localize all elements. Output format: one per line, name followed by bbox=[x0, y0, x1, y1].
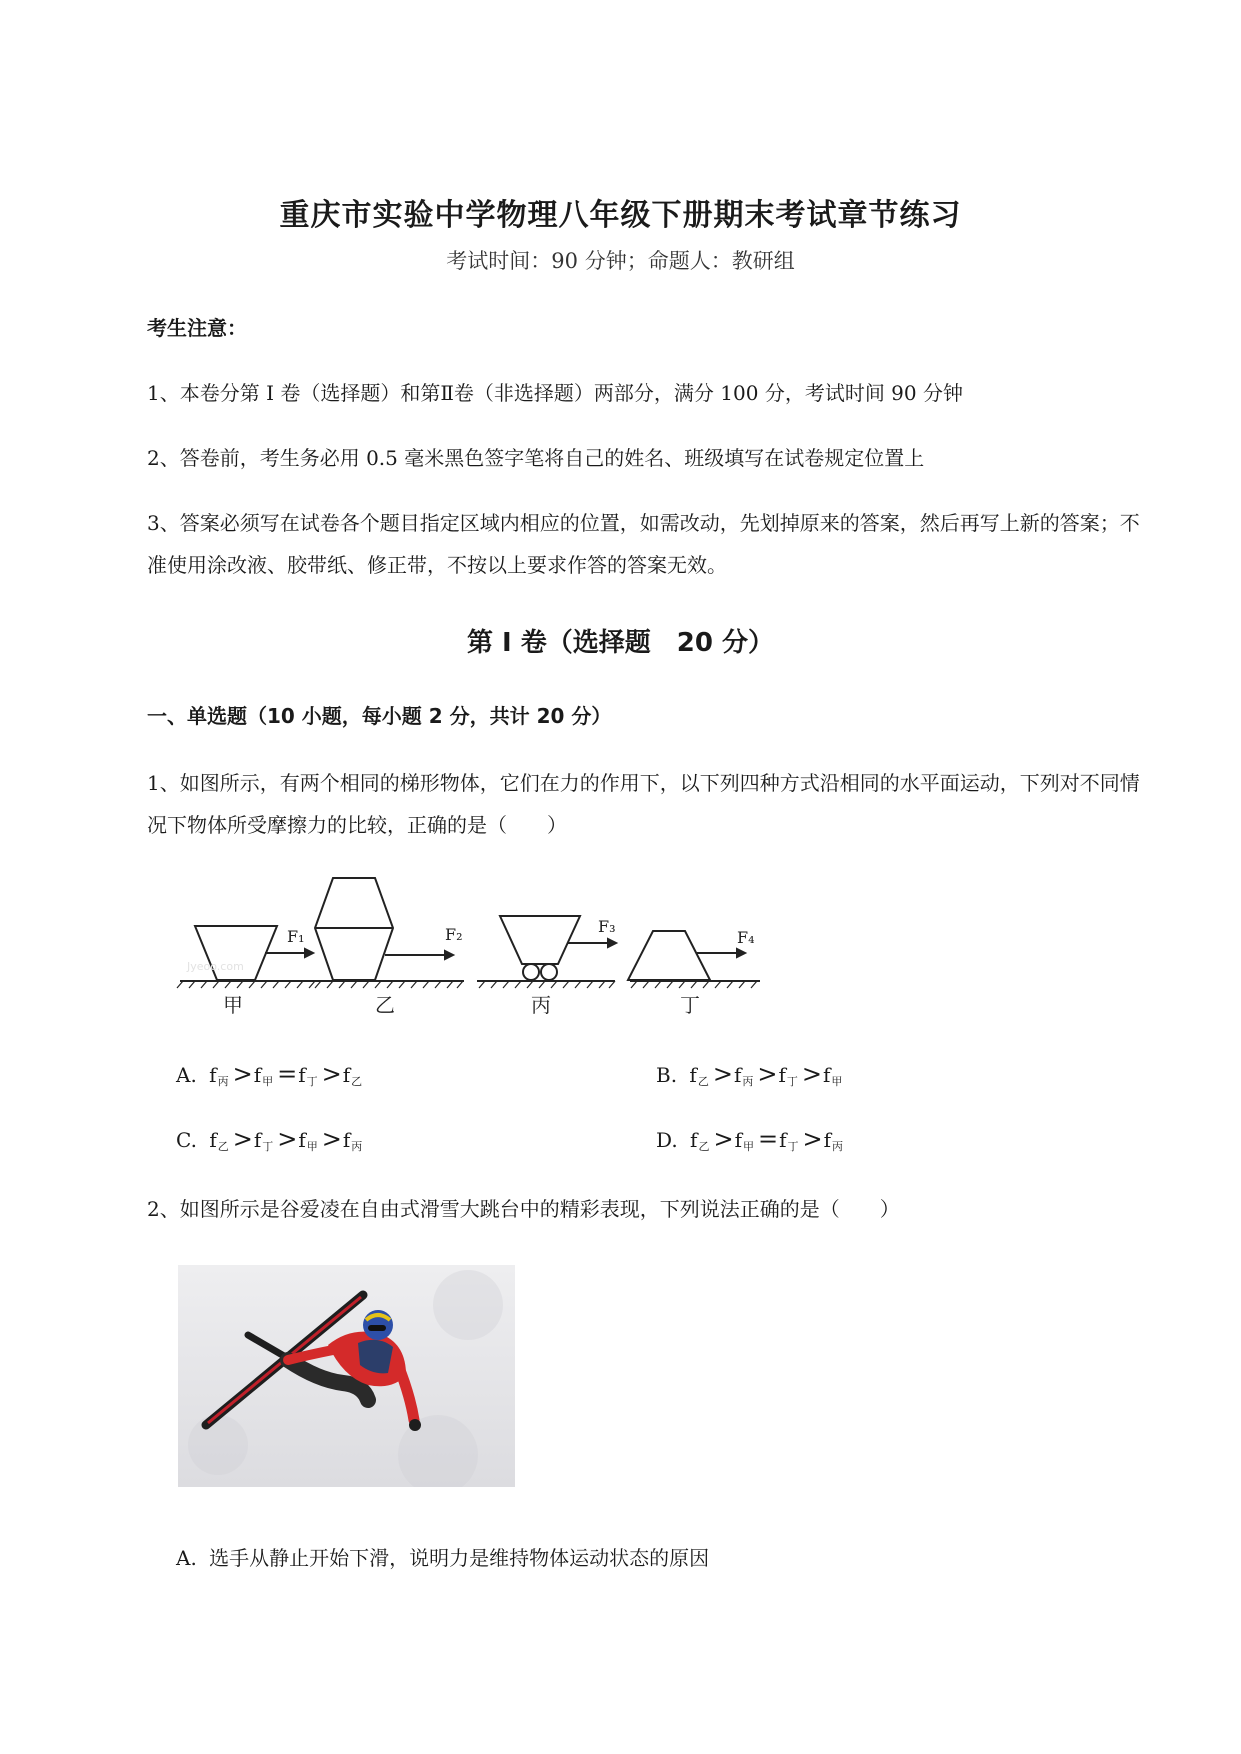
trapezoid-bing bbox=[500, 916, 580, 964]
question-1-figure bbox=[175, 870, 795, 1024]
force-label-3: F₃ bbox=[598, 917, 616, 936]
watermark: Jyeoo.com bbox=[187, 960, 244, 973]
caption-bing: 丙 bbox=[531, 993, 551, 1017]
option-B[interactable]: B. $f_乙 >f_丙 >f_丁 >f_甲$ bbox=[656, 1060, 843, 1088]
notice-heading: 考生注意： bbox=[147, 316, 247, 340]
caption-ding: 丁 bbox=[680, 993, 700, 1017]
notice-item-1: 1、本卷分第 I 卷（选择题）和第Ⅱ卷（非选择题）两部分，满分 100 分，考试时间 90 分钟 bbox=[147, 381, 963, 405]
force-label-4: F₄ bbox=[737, 928, 755, 947]
caption-jia: 甲 bbox=[223, 993, 243, 1017]
notice-item-2: 2、答卷前，考生务必用 0.5 毫米黑色签字笔将自己的姓名、班级填写在试卷规定位置上 bbox=[147, 446, 925, 470]
question-1-text: 1、如图所示，有两个相同的梯形物体，它们在力的作用下，以下列四种方式沿相同的水平面运动，下列对不同情况下物体所受摩擦力的比较，正确的是（ ） bbox=[147, 771, 1140, 837]
part-heading: 一、单选题（10 小题，每小题 2 分，共计 20 分） bbox=[147, 704, 612, 728]
force-label-1: F₁ bbox=[287, 927, 305, 946]
force-label-2: F₂ bbox=[445, 925, 463, 944]
caption-yi: 乙 bbox=[375, 993, 395, 1017]
question-2-option-A[interactable]: A. 选手从静止开始下滑，说明力是维持物体运动状态的原因 bbox=[176, 1546, 710, 1570]
option-A[interactable]: A. $f_丙 >f_甲 =f_丁 >f_乙$ bbox=[176, 1060, 363, 1088]
question-2-text: 2、如图所示是谷爱凌在自由式滑雪大跳台中的精彩表现，下列说法正确的是（ ） bbox=[147, 1197, 900, 1221]
section-title: 第 I 卷（选择题 20 分） bbox=[466, 628, 774, 658]
notice-item-3: 3、答案必须写在试卷各个题目指定区域内相应的位置，如需改动，先划掉原来的答案，然后再写上新的答案；不准使用涂改液、胶带纸、修正带，不按以上要求作答的答案无效。 bbox=[147, 511, 1140, 577]
option-C[interactable]: C. $f_乙 >f_丁 >f_甲 >f_丙$ bbox=[176, 1125, 363, 1153]
skier-photo bbox=[178, 1265, 515, 1487]
option-D[interactable]: D. $f_乙 >f_甲 =f_丁 >f_丙$ bbox=[656, 1125, 843, 1153]
trapezoid-ding bbox=[628, 931, 710, 980]
document-title: 重庆市实验中学物理八年级下册期末考试章节练习 bbox=[279, 198, 962, 233]
exam-info: 考试时间：90 分钟；命题人：教研组 bbox=[446, 249, 795, 273]
